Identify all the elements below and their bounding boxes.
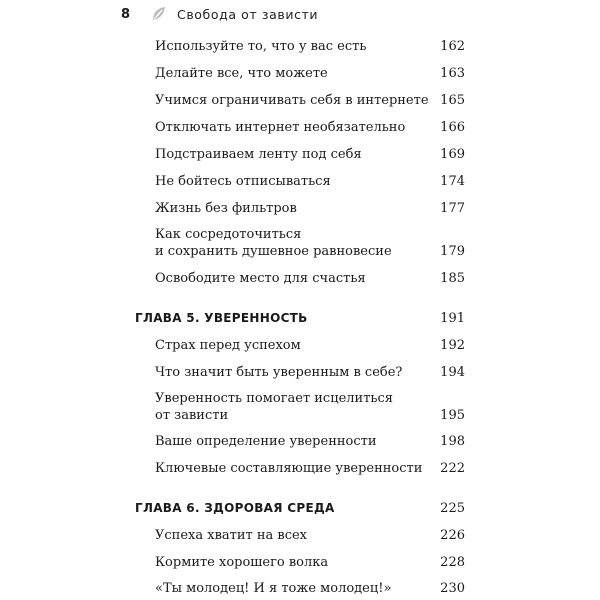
toc-entry-title: Делайте все, что можете <box>155 66 328 81</box>
toc-entry-page: 166 <box>440 120 465 135</box>
toc-entry-page: 194 <box>440 365 465 380</box>
toc-entry-page: 162 <box>440 39 465 54</box>
toc-entry-title: Кормите хорошего волка <box>155 555 329 570</box>
toc-entry-title: Отключать интернет необязательно <box>155 120 406 135</box>
toc-entry-page: 222 <box>440 461 465 476</box>
toc-entry-page: 198 <box>440 434 465 449</box>
toc-chapter-page: 191 <box>440 311 465 326</box>
running-title: Свобода от зависти <box>177 6 319 22</box>
toc-entry-title: Ваше определение уверенности <box>155 434 377 449</box>
running-header <box>121 4 318 24</box>
toc-entry-page: 169 <box>440 147 465 162</box>
toc-entry-page: 228 <box>440 555 465 570</box>
toc-entry-title: Ключевые составляющие уверенности <box>155 461 423 476</box>
toc-entry-page: 195 <box>440 408 465 423</box>
toc-entry-title: Как сосредоточиться и сохранить душевное равновесие <box>155 227 392 259</box>
toc-entry-title: Страх перед успехом <box>155 338 301 353</box>
toc-entry-title: Освободите место для счастья <box>155 271 366 286</box>
toc-entry-title: Не бойтесь отписываться <box>155 174 331 189</box>
toc-chapter-title: ГЛАВА 6. ЗДОРОВАЯ СРЕДА <box>135 501 335 515</box>
toc-entry-page: 185 <box>440 271 465 286</box>
toc-entry-page: 230 <box>440 581 465 596</box>
toc-entry-title: «Ты молодец! И я тоже молодец!» <box>155 581 392 596</box>
toc-entry-title: Успеха хватит на всех <box>155 528 308 543</box>
toc-entry-page: 163 <box>440 66 465 81</box>
toc-entry-page: 177 <box>440 201 465 216</box>
toc-chapter-page: 225 <box>440 501 465 516</box>
page-number: 8 <box>121 6 131 22</box>
toc-entry-title: Уверенность помогает исцелиться от зависти <box>155 391 393 423</box>
toc-entry-page: 226 <box>440 528 465 543</box>
toc-entry-page: 165 <box>440 93 465 108</box>
leaf-logo-icon <box>149 4 169 24</box>
toc-entry-page: 192 <box>440 338 465 353</box>
toc-entry-title: Подстраиваем ленту под себя <box>155 147 362 162</box>
toc-entry-page: 179 <box>440 244 465 259</box>
toc-entry-page: 174 <box>440 174 465 189</box>
toc-entry-title: Используйте то, что у вас есть <box>155 39 367 54</box>
toc-entry-title: Что значит быть уверенным в себе? <box>155 365 403 380</box>
toc-entry-title: Учимся ограничивать себя в интернете <box>155 93 429 108</box>
toc-chapter-title: ГЛАВА 5. УВЕРЕННОСТЬ <box>135 311 308 325</box>
toc-entry-title: Жизнь без фильтров <box>155 201 297 216</box>
